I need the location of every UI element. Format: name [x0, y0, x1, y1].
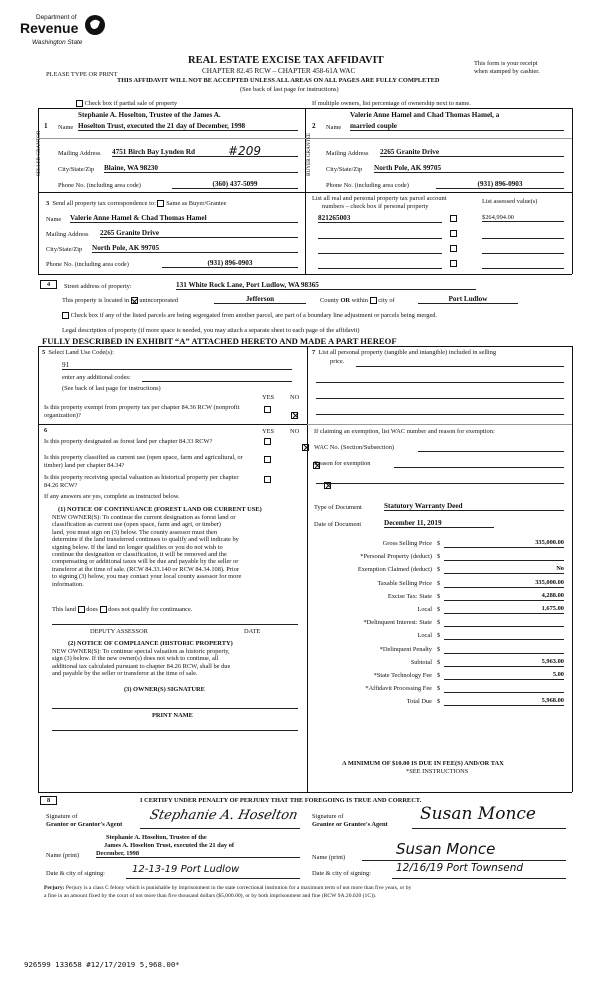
does-not-label: does not qualify for continuance. [108, 606, 193, 613]
fee-dollar-sign: $ [437, 658, 441, 666]
fee-row [310, 630, 572, 643]
fee-label: *Personal Property (deduct) [360, 553, 432, 561]
grantee-sig-label-1: Signature of [312, 813, 344, 820]
does-not-checkbox[interactable] [100, 606, 107, 613]
fee-value [444, 645, 564, 654]
this-land-label: This land [52, 606, 76, 613]
county-or-row [320, 297, 395, 304]
buyer-csz-value: North Pole, AK 99705 [374, 164, 564, 173]
grantor-date-line [126, 878, 300, 879]
seller-unit-handwritten: #209 [228, 144, 261, 158]
buyer-name-line2: married couple [350, 122, 564, 131]
grantee-name-print-label: Name (print) [312, 854, 346, 861]
doc-type-value: Statutory Warranty Deed [384, 502, 564, 511]
street-value: 131 White Rock Lane, Port Ludlow, WA 98365 [176, 281, 476, 290]
fee-label: *State Technology Fee [373, 671, 432, 679]
fee-value: 5,963.00 [444, 658, 564, 667]
print-name-label: PRINT NAME [152, 712, 193, 719]
fee-value: 1,675.00 [444, 605, 564, 614]
fee-value: 5.00 [444, 671, 564, 680]
grantor-sig-label-2: Grantor or Grantor's Agent [46, 821, 123, 828]
legal-description-label: Legal description of property (if more space is needed, you may attach a separate sheet to each page of the affidavit) [62, 327, 360, 334]
assessed-value-2 [482, 238, 564, 239]
footer-stamp: 926599 133658 #12/17/2019 5,968.00* [24, 960, 180, 969]
county-value: Jefferson [214, 295, 306, 304]
section-7-row: 7 List all personal property (tangible and intangible) included in selling [312, 349, 497, 356]
grantee-date-city: 12/16/19 Port Townsend [396, 862, 524, 874]
any-yes-note: If any answers are yes, complete as instructed below. [44, 493, 180, 500]
fee-dollar-sign: $ [437, 540, 441, 547]
reason-label: Reason for exemption [314, 460, 371, 467]
form-chapter: CHAPTER 82.45 RCW – CHAPTER 458-61A WAC [202, 67, 356, 75]
fee-dollar-sign: $ [437, 579, 441, 587]
assessed-value-3 [482, 253, 564, 254]
fee-label: Excise Tax: State [387, 592, 432, 600]
s5-no-header: NO [290, 394, 300, 401]
buyer-name-label: Name [326, 124, 342, 131]
see-back-note: (See back of last page for instructions) [240, 86, 339, 93]
fee-value: 335,000.00 [444, 539, 564, 548]
current-use-yes-checkbox[interactable] [264, 456, 271, 463]
notice1-body [52, 514, 241, 588]
forest-land-question: Is this property designated as forest land per chapter 84.33 RCW? [44, 438, 213, 445]
parcel-number-3 [318, 253, 442, 254]
wac-label: WAC No. (Section/Subsection) [314, 444, 395, 451]
fee-row [310, 538, 572, 551]
fee-row [310, 604, 572, 617]
fee-dollar-sign: $ [437, 619, 441, 627]
corr-name-value: Valerie Anne Hamel & Chad Thomas Hamel [70, 214, 298, 223]
exempt-no-checkbox[interactable] [291, 412, 298, 419]
exempt-yes-checkbox[interactable] [264, 406, 271, 413]
receipt-line1: This form is your receipt [474, 60, 538, 67]
buyer-name-line1: Valerie Anne Hamel and Chad Thomas Hamel, a [350, 111, 500, 119]
seller-name-line2: Hoselton Trust, executed the 21 day of December, 1998 [78, 122, 298, 131]
fee-value: 5,968.00 [444, 697, 564, 706]
perjury-line1 [44, 885, 411, 891]
forest-yes-checkbox[interactable] [264, 438, 271, 445]
fee-value [444, 618, 564, 627]
personal-property-line-3 [316, 398, 564, 399]
perjury-text-1: Perjury is a class C felony which is punishable by imprisonment in the state correctional institution for a maximum term of not more than five years, or by [65, 885, 412, 891]
segregated-checkbox[interactable] [62, 312, 69, 319]
form-warning: THIS AFFIDAVIT WILL NOT BE ACCEPTED UNLESS ALL AREAS ON ALL PAGES ARE FULLY COMPLETED [117, 77, 440, 84]
fee-row [310, 683, 572, 696]
parcel-number-4 [318, 268, 442, 269]
owners-signature-line [52, 708, 298, 709]
notice1-line: continue the designation or classification, it will be removed and the [52, 551, 227, 559]
personal-property-checkbox-2[interactable] [450, 230, 457, 237]
grantor-sig-label-1: Signature of [46, 813, 78, 820]
parcel-number-1: 821265003 [318, 214, 442, 223]
deputy-assessor-label: DEPUTY ASSESSOR [90, 628, 148, 635]
fee-dollar-sign: $ [437, 698, 441, 706]
grantor-signature-line [140, 828, 300, 829]
fee-row [310, 591, 572, 604]
grantor-print-line3: December, 1998 [96, 850, 300, 858]
notice2-line: and payable by the seller or transferor at the time of sale. [52, 670, 198, 678]
certify-statement: I CERTIFY UNDER PENALTY OF PERJURY THAT THE FOREGOING IS TRUE AND CORRECT. [140, 797, 422, 804]
multiple-owners-note: If multiple owners, list percentage of ownership next to name. [312, 100, 471, 107]
current-use-question: Is this property classified as current use (open space, farm and agricultural, or timber) land per chapter 84.34? [44, 454, 243, 469]
same-as-buyer-checkbox[interactable] [157, 200, 164, 207]
city-of-label: city of [378, 297, 395, 304]
doc-date-value: December 11, 2019 [384, 519, 494, 528]
seller-phone-label: Phone No. (including area code) [58, 182, 141, 189]
corr-phone-value: (931) 896-0903 [162, 259, 298, 268]
fee-dollar-sign: $ [437, 566, 441, 574]
grantee-print-line [362, 860, 566, 861]
section-6-number: 6 [44, 427, 48, 434]
section-5-row: 5 Select Land Use Code(s): [42, 349, 114, 356]
same-as-buyer-label: Same as Buyer/Grantee [166, 200, 227, 207]
s5-yes-header: YES [262, 394, 275, 401]
fee-value: No [444, 565, 564, 574]
washington-icon [84, 13, 106, 37]
s6-no-header: NO [290, 428, 300, 435]
corr-phone-label: Phone No. (including area code) [46, 261, 129, 268]
buyer-phone-label: Phone No. (including area code) [326, 182, 409, 189]
perjury-label: Perjury: [44, 885, 65, 891]
personal-property-label-2: price. [330, 358, 345, 365]
seller-phone-value: (360) 437-5099 [172, 180, 298, 189]
parcel-number-2 [318, 238, 442, 239]
perjury-line2: a fine in an amount fixed by the court of not more than five thousand dollars ($5,000.00), or by both imprisonment and fine (RCW 9A.20.020 (1C)). [44, 893, 377, 899]
doc-type-label: Type of Document [314, 504, 362, 511]
s6-yes-header: YES [262, 428, 275, 435]
deputy-date-label: DATE [244, 628, 261, 635]
forest-no-checkbox[interactable] [302, 444, 309, 451]
fee-value: 4,288.00 [444, 592, 564, 601]
deputy-signature-line [52, 624, 298, 625]
fee-label: *Delinquent Interest: State [363, 619, 432, 627]
personal-property-checkbox-4[interactable] [450, 260, 457, 267]
does-label: does [86, 606, 98, 613]
fee-row [310, 617, 572, 630]
within-label: within [351, 297, 368, 304]
section-2-number: 2 [312, 122, 316, 130]
historic-yes-checkbox[interactable] [264, 476, 271, 483]
grantee-date-label: Date & city of signing: [312, 870, 371, 877]
unincorporated-checkbox[interactable] [131, 297, 138, 304]
fee-row [310, 670, 572, 683]
segregated-label: Check box if any of the listed parcels are being segregated from another parcel, are part of a boundary line adjustment or parcels being merged. [70, 312, 438, 319]
land-use-label: Select Land Use Code(s): [48, 349, 114, 356]
seller-csz-label: City/State/Zip [58, 166, 95, 173]
notice2-body [52, 648, 230, 678]
receipt-line2: when stamped by cashier. [474, 68, 540, 75]
partial-sale-checkbox-row[interactable] [76, 100, 177, 107]
assessed-header: List assessed value(s) [482, 198, 538, 205]
reason-field-2 [316, 483, 564, 484]
please-type: PLEASE TYPE OR PRINT [46, 71, 118, 78]
corr-mailing-value: 2265 Granite Drive [100, 229, 298, 238]
grantor-name-print-label: Name (print) [46, 852, 80, 859]
notice2-line: sign (3) below. If the new owner(s) does not wish to continue, all [52, 655, 219, 663]
parcel-header-line1: List all real and personal property tax parcel account [312, 195, 447, 202]
exemption-label: If claiming an exemption, list WAC number and reason for exemption: [314, 428, 495, 435]
logo-revenue: Revenue [20, 20, 79, 36]
buyer-mailing-value: 2265 Granite Drive [380, 148, 564, 157]
county-label: County [320, 297, 339, 304]
corr-csz-value: North Pole, AK 99705 [92, 244, 298, 253]
corr-mailing-label: Mailing Address [46, 231, 89, 238]
fee-dollar-sign: $ [437, 605, 441, 613]
personal-property-label: List all personal property (tangible and intangible) included in selling [318, 349, 497, 356]
fee-label: Total Due [406, 698, 432, 706]
unincorporated-label: unincorporated [139, 297, 178, 304]
buyer-phone-value: (931) 896-0903 [436, 180, 564, 189]
notice2-line: NEW OWNER(S): To continue special valuation as historic property, [52, 648, 230, 655]
exempt-question: Is this property exempt from property tax per chapter 84.36 RCW (nonprofit organization)? [44, 404, 240, 419]
legal-description-value: FULLY DESCRIBED IN EXHIBIT “A” ATTACHED HERETO AND MADE A PART HEREOF [42, 336, 397, 346]
fee-label: Local [417, 605, 432, 613]
corr-name-label: Name [46, 216, 62, 223]
minimum-fee-note: A MINIMUM OF $10.00 IS DUE IN FEE(S) AND/OR TAX [342, 760, 504, 767]
additional-codes-label: enter any additional codes: [62, 374, 131, 381]
buyer-csz-label: City/State/Zip [326, 166, 363, 173]
doc-date-label: Date of Document [314, 521, 362, 528]
print-name-line [52, 730, 298, 731]
fee-row [310, 696, 572, 709]
wac-field [418, 451, 564, 452]
land-use-see-back: (See back of last page for instructions) [62, 385, 161, 392]
fee-row [310, 657, 572, 670]
fee-value [444, 684, 564, 693]
location-row [62, 297, 178, 304]
logo-state-line: Washington State [32, 39, 83, 46]
fee-dollar-sign: $ [437, 685, 441, 693]
fee-label: Taxable Selling Price [377, 579, 432, 587]
located-label: This property is located in [62, 297, 130, 304]
reason-field [394, 467, 564, 468]
section-8-number: 8 [40, 796, 57, 805]
city-checkbox[interactable] [370, 297, 377, 304]
does-checkbox[interactable] [78, 606, 85, 613]
seller-csz-value: Blaine, WA 98230 [104, 164, 298, 173]
fee-value [444, 631, 564, 640]
grantor-signature: Stephanie A. Hoselton [148, 808, 299, 823]
street-label: Street address of property: [64, 283, 132, 290]
parcel-header-line2: numbers – check box if personal property [322, 203, 429, 210]
fee-label: *Delinquent Penalty [379, 645, 432, 653]
fee-dollar-sign: $ [437, 645, 441, 653]
fee-label: Exemption Claimed (deduct) [357, 566, 432, 574]
fee-table [310, 538, 572, 709]
historic-question: Is this property receiving special valuation as historical property per chapter 84.26 RCW? [44, 474, 239, 489]
fee-dollar-sign: $ [437, 592, 441, 600]
notice1-line: NEW OWNER(S): To continue the current designation as forest land or [52, 514, 236, 521]
notice1-line: classification as current use (open space, farm and agri, or timber) [52, 521, 221, 529]
additional-codes-field [142, 381, 292, 382]
fee-label: *Affidavit Processing Fee [365, 685, 432, 693]
seller-name-line1: Stephanie A. Hoselton, Trustee of the James A. [78, 111, 221, 119]
fee-dollar-sign: $ [437, 632, 441, 640]
grantee-sig-label-2: Grantee or Grantee's Agent [312, 821, 388, 828]
notice1-line: transferor at the time of sale. (RCW 84.33.140 or RCW 84.34.108). Prior [52, 565, 240, 573]
notice1-line: information. [52, 580, 84, 588]
partial-sale-checkbox[interactable] [76, 100, 83, 107]
notice1-line: to signing (3) below, you may contact your local county assessor for more [52, 573, 242, 581]
grantee-date-line [392, 878, 566, 879]
city-value: Port Ludlow [418, 295, 518, 304]
tax-correspondence-label: Send all property tax correspondence to: [52, 200, 156, 207]
notice1-line: signing below. If the land no longer qualifies or you do not wish to [52, 543, 223, 551]
continuance-row [52, 606, 192, 613]
notice1-line: compensating or additional taxes will be due and payable by the seller or [52, 558, 239, 566]
assessed-value-1: $264,994.00 [482, 214, 564, 222]
form-title: REAL ESTATE EXCISE TAX AFFIDAVIT [188, 55, 384, 66]
notice1-line: land, you must sign on (3) below. The county assessor must then [52, 528, 218, 536]
fee-row [310, 578, 572, 591]
notice1-line: determine if the land transferred continues to qualify and will indicate by [52, 536, 239, 544]
fee-label: Gross Selling Price [382, 540, 432, 547]
notice1-title: (1) NOTICE OF CONTINUANCE (FOREST LAND OR CURRENT USE) [58, 506, 262, 513]
seller-name-label: Name [58, 124, 74, 131]
section-1-number: 1 [44, 122, 48, 130]
personal-property-line-4 [316, 414, 564, 415]
partial-sale-label: Check box if partial sale of property [84, 100, 178, 107]
fee-row [310, 564, 572, 577]
or-label: OR [340, 297, 351, 304]
seller-mailing-value: 4751 Birch Bay Lynden Rd [112, 148, 298, 157]
see-instructions-note: *SEE INSTRUCTIONS [406, 768, 469, 775]
land-use-code: 91 [62, 361, 292, 370]
tax-correspondence-row: 3 Send all property tax correspondence to: Same as Buyer/Grantee [46, 200, 227, 207]
fee-row [310, 551, 572, 564]
assessed-value-4 [482, 268, 564, 269]
notice2-line: additional tax calculated pursuant to chapter 84.26 RCW, shall be due [52, 662, 231, 670]
personal-property-checkbox-3[interactable] [450, 245, 457, 252]
corr-csz-label: City/State/Zip [46, 246, 83, 253]
dor-logo [18, 12, 128, 56]
section-4-number: 4 [40, 280, 57, 289]
seller-mailing-label: Mailing Address [58, 150, 101, 157]
personal-property-line-1 [356, 366, 564, 367]
buyer-grantee-tag: BUYER GRANTEE [306, 132, 312, 176]
segregated-row [62, 312, 437, 319]
fee-dollar-sign: $ [437, 553, 441, 561]
personal-property-checkbox-1[interactable] [450, 215, 457, 222]
notice2-title: (2) NOTICE OF COMPLIANCE (HISTORIC PROPERTY) [68, 640, 233, 647]
logo-dept-line: Department of [36, 14, 77, 21]
buyer-mailing-label: Mailing Address [326, 150, 369, 157]
fee-value: 335,000.00 [444, 579, 564, 588]
owners-signature-label: (3) OWNER(S) SIGNATURE [124, 686, 205, 693]
grantor-date-city: 12-13-19 Port Ludlow [132, 864, 240, 875]
grantor-date-label: Date & city of signing: [46, 870, 105, 877]
fee-label: Subtotal [410, 658, 432, 666]
fee-row [310, 644, 572, 657]
seller-grantor-tag: SELLER GRANTOR [36, 130, 42, 176]
fee-value [444, 552, 564, 561]
grantor-print-line2: James A. Hoselton Trust, executed the 21 day of [104, 842, 235, 849]
fee-label: Local [417, 632, 432, 640]
fee-dollar-sign: $ [437, 671, 441, 679]
personal-property-line-2 [316, 382, 564, 383]
grantor-print-line1: Stephanie A. Hoselton, Trustee of the [106, 834, 207, 841]
grantee-print-name: Susan Monce [396, 840, 496, 858]
grantee-signature-line [412, 828, 566, 829]
grantee-signature: Susan Monce [420, 804, 536, 824]
